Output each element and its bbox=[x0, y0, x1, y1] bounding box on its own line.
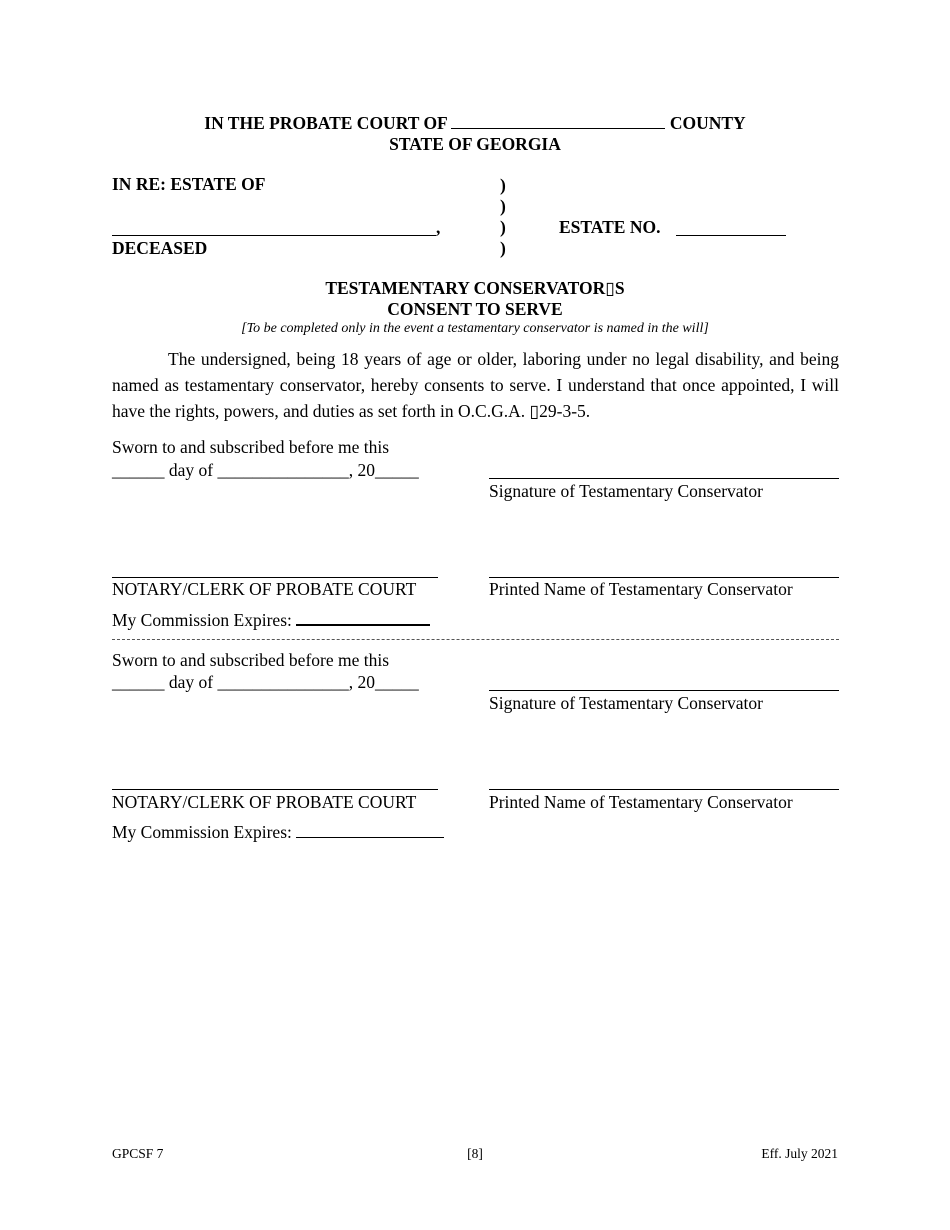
signature-label: Signature of Testamentary Conservator bbox=[489, 481, 764, 501]
commission-date-blank[interactable] bbox=[296, 610, 430, 626]
notary-signature-line[interactable] bbox=[112, 577, 438, 578]
estate-no-label: ESTATE NO. bbox=[559, 217, 661, 237]
in-re-estate: IN RE: ESTATE OF bbox=[112, 174, 266, 194]
page-number: [8] bbox=[467, 1146, 483, 1161]
commission-expires bbox=[112, 822, 444, 843]
completion-note: [To be completed only in the event a testamentary conservator is named in the will] bbox=[241, 321, 709, 336]
printed-name-label: Printed Name of Testamentary Conservator bbox=[489, 579, 793, 599]
deceased-name-line[interactable] bbox=[112, 235, 436, 236]
form-id: GPCSF 7 bbox=[112, 1146, 164, 1161]
court-prefix: IN THE PROBATE COURT OF bbox=[204, 113, 448, 133]
form-subtitle: CONSENT TO SERVE bbox=[387, 299, 563, 319]
caption-comma: , bbox=[436, 217, 441, 237]
court-header bbox=[0, 113, 950, 134]
day-of-line[interactable]: ______ day of _______________, 20_____ bbox=[112, 460, 419, 480]
caption-paren: ) bbox=[500, 238, 506, 258]
caption-paren: ) bbox=[500, 217, 506, 237]
effective-date: Eff. July 2021 bbox=[761, 1146, 838, 1161]
signature-line[interactable] bbox=[489, 690, 839, 691]
form-title: TESTAMENTARY CONSERVATOR▯S bbox=[325, 278, 625, 298]
state-heading: STATE OF GEORGIA bbox=[389, 134, 561, 154]
commission-label: My Commission Expires: bbox=[112, 610, 292, 630]
day-of-line[interactable]: ______ day of _______________, 20_____ bbox=[112, 672, 419, 692]
caption-paren: ) bbox=[500, 196, 506, 216]
notary-signature-line[interactable] bbox=[112, 789, 438, 790]
county-blank[interactable] bbox=[451, 114, 665, 129]
commission-label: My Commission Expires: bbox=[112, 822, 292, 842]
consent-paragraph bbox=[112, 346, 839, 424]
notary-label: NOTARY/CLERK OF PROBATE COURT bbox=[112, 579, 417, 599]
court-suffix: COUNTY bbox=[669, 113, 746, 133]
printed-name-line[interactable] bbox=[489, 577, 839, 578]
printed-name-line[interactable] bbox=[489, 789, 839, 790]
sworn-text: Sworn to and subscribed before me this bbox=[112, 650, 390, 670]
consent-text: The undersigned, being 18 years of age or older, laboring under no legal disability, and being named as testamentary conservator, hereby consents to serve. I understand that once appointed, I will have the rights, powers, and duties as set forth in O.C.G.A. ▯29-3-5. bbox=[112, 349, 839, 421]
caption-paren: ) bbox=[500, 175, 506, 195]
commission-date-blank[interactable] bbox=[296, 823, 444, 838]
signature-label: Signature of Testamentary Conservator bbox=[489, 693, 764, 713]
section-divider bbox=[112, 639, 839, 640]
deceased-label: DECEASED bbox=[112, 238, 208, 258]
sworn-text: Sworn to and subscribed before me this bbox=[112, 437, 390, 457]
notary-label: NOTARY/CLERK OF PROBATE COURT bbox=[112, 792, 417, 812]
commission-expires bbox=[112, 610, 430, 631]
estate-no-line[interactable] bbox=[676, 235, 786, 236]
signature-line[interactable] bbox=[489, 478, 839, 479]
printed-name-label: Printed Name of Testamentary Conservator bbox=[489, 792, 793, 812]
